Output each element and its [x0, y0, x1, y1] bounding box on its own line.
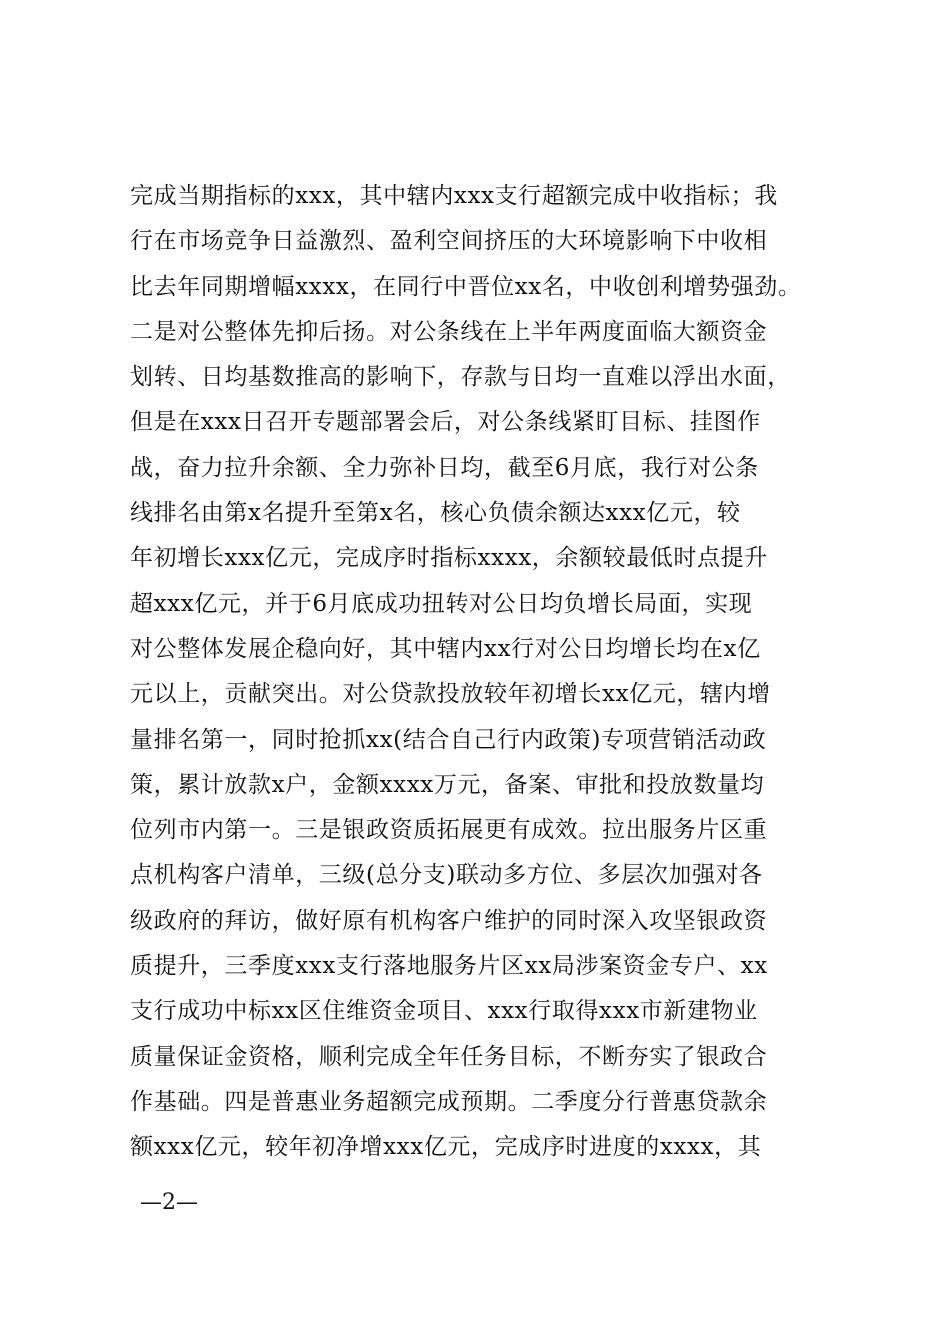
text-line: 年初增长xxx亿元，完成序时指标xxxx，余额较最低时点提升: [130, 545, 768, 572]
text-line: 战，奋力拉升余额、全力弥补日均，截至6月底，我行对公条: [130, 454, 759, 481]
text-line: 超xxx亿元，并于6月底成功扭转对公日均负增长局面，实现: [130, 590, 753, 617]
text-line: 但是在xxx日召开专题部署会后，对公条线紧盯目标、挂图作: [130, 409, 761, 436]
text-line: 比去年同期增幅xxxx，在同行中晋位xx名，中收创利增势强劲。: [130, 273, 802, 300]
text-line: 行在市场竞争日益激烈、盈利空间挤压的大环境影响下中收相: [130, 228, 768, 255]
text-line: 位列市内第一。三是银政资质拓展更有成效。拉出服务片区重: [130, 817, 768, 844]
text-line: 元以上，贡献突出。对公贷款投放较年初增长xx亿元，辖内增: [130, 681, 771, 708]
text-line: 质量保证金资格，顺利完成全年任务目标，不断夯实了银政合: [130, 1043, 768, 1070]
text-line: 线排名由第x名提升至第x名，核心负债余额达xxx亿元，较: [130, 500, 741, 527]
text-line: 对公整体发展企稳向好，其中辖内xx行对公日均增长均在x亿: [130, 635, 761, 662]
page-number: —2—: [140, 1190, 198, 1215]
text-line: 额xxx亿元，较年初净增xxx亿元，完成序时进度的xxxx，其: [130, 1134, 762, 1161]
text-line: 策，累计放款x户，金额xxxx万元，备案、审批和投放数量均: [130, 771, 765, 798]
text-line: 二是对公整体先抑后扬。对公条线在上半年两度面临大额资金: [130, 318, 768, 345]
text-line: 点机构客户清单，三级(总分支)联动多方位、多层次加强对各: [130, 862, 763, 889]
text-line: 级政府的拜访，做好原有机构客户维护的同时深入攻坚银政资: [130, 907, 768, 934]
text-line: 量排名第一，同时抢抓xx(结合自己行内政策)专项营销活动政: [130, 726, 767, 753]
text-line: 划转、日均基数推高的影响下，存款与日均一直难以浮出水面，: [130, 364, 791, 391]
text-line: 质提升，三季度xxx支行落地服务片区xx局涉案资金专户、xx: [130, 953, 768, 980]
text-line: 作基础。四是普惠业务超额完成预期。二季度分行普惠贷款余: [130, 1088, 768, 1115]
text-line: 支行成功中标xx区住维资金项目、xxx行取得xxx市新建物业: [130, 998, 758, 1025]
text-line: 完成当期指标的xxx，其中辖内xxx支行超额完成中收指标；我: [130, 183, 778, 209]
body-text: [130, 174, 850, 1171]
